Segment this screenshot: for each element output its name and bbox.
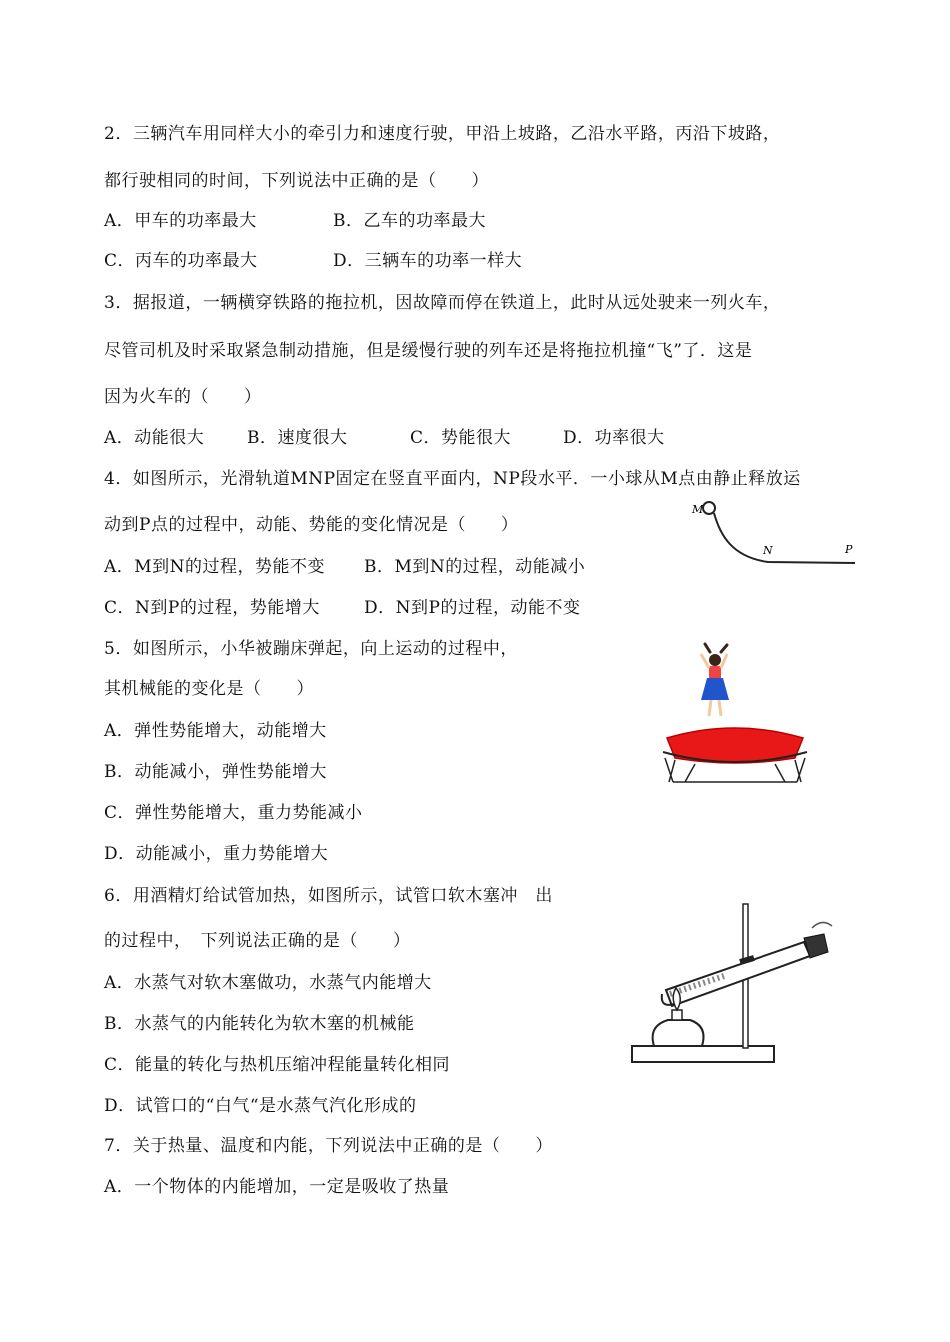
q3-option-d: D．功率很大 [563,428,665,448]
q4-stem-line1: 4．如图所示，光滑轨道MNP固定在竖直平面内，NP段水平．一小球从M点由静止释放运 [104,469,801,489]
track-curve [714,513,855,563]
trampoline-figure [655,640,815,790]
q5-stem-line1: 5．如图所示，小华被蹦床弹起，向上运动的过程中， [104,639,518,659]
label-p: P [845,543,853,556]
girl-icon [701,644,729,716]
label-m: M [692,503,704,516]
q3-stem-line3: 因为火车的（ ） [104,387,262,407]
q4-stem-line2: 动到P点的过程中，动能、势能的变化情况是（ ） [104,515,519,535]
q6-stem-line1: 6．用酒精灯给试管加热，如图所示，试管口软木塞冲 出 [104,886,553,906]
q4-option-a: A．M到N的过程，势能不变 [104,557,326,577]
q2-option-b: B．乙车的功率最大 [333,211,486,231]
q2-stem-line1: 2．三辆汽车用同样大小的牵引力和速度行驶，甲沿上坡路，乙沿水平路，丙沿下坡路， [104,124,781,144]
q3-stem-line2: 尽管司机及时采取紧急制动措施，但是缓慢行驶的列车还是将拖拉机撞“飞”了．这是 [104,341,753,361]
label-n: N [763,544,773,557]
q6-stem-line2: 的过程中， 下列说法正确的是（ ） [104,931,411,951]
q6-option-c: C．能量的转化与热机压缩冲程能量转化相同 [104,1055,451,1075]
q5-option-a: A．弹性势能增大，动能增大 [104,721,327,741]
q6-option-d: D．试管口的“白气“是水蒸气汽化形成的 [104,1096,417,1116]
q5-option-b: B．动能减小，弹性势能增大 [104,762,327,782]
ball-icon [703,502,715,514]
q4-option-b: B．M到N的过程，动能减小 [364,557,586,577]
q6-option-a: A．水蒸气对软木塞做功，水蒸气内能增大 [104,973,432,993]
q5-option-d: D．动能减小，重力势能增大 [104,844,329,864]
stand-base [632,1046,774,1062]
q2-stem-line2: 都行驶相同的时间，下列说法中正确的是（ ） [104,171,489,191]
q4-option-c: C．N到P的过程，势能增大 [104,598,320,618]
q3-option-c: C．势能很大 [410,428,512,448]
q2-option-d: D．三辆车的功率一样大 [333,251,523,271]
q5-stem-line2: 其机械能的变化是（ ） [104,679,314,699]
q2-option-a: A．甲车的功率最大 [104,211,257,231]
track-mnp-figure [690,495,865,575]
q3-option-a: A．动能很大 [104,428,205,448]
q4-option-d: D．N到P的过程，动能不变 [364,598,581,618]
test-tube-heating-figure [628,898,838,1070]
q7-option-a: A．一个物体的内能增加，一定是吸收了热量 [104,1177,450,1197]
q2-option-c: C．丙车的功率最大 [104,251,258,271]
q5-option-c: C．弹性势能增大，重力势能减小 [104,803,363,823]
q7-stem-line1: 7．关于热量、温度和内能，下列说法中正确的是（ ） [104,1136,553,1156]
clamp [740,958,754,962]
q6-option-b: B．水蒸气的内能转化为软木塞的机械能 [104,1014,415,1034]
q3-stem-line1: 3．据报道，一辆横穿铁路的拖拉机，因故障而停在铁道上，此时从远处驶来一列火车， [104,293,781,313]
test-tube-icon [662,942,810,1006]
q3-option-b: B．速度很大 [247,428,348,448]
steam-icon [812,922,832,928]
